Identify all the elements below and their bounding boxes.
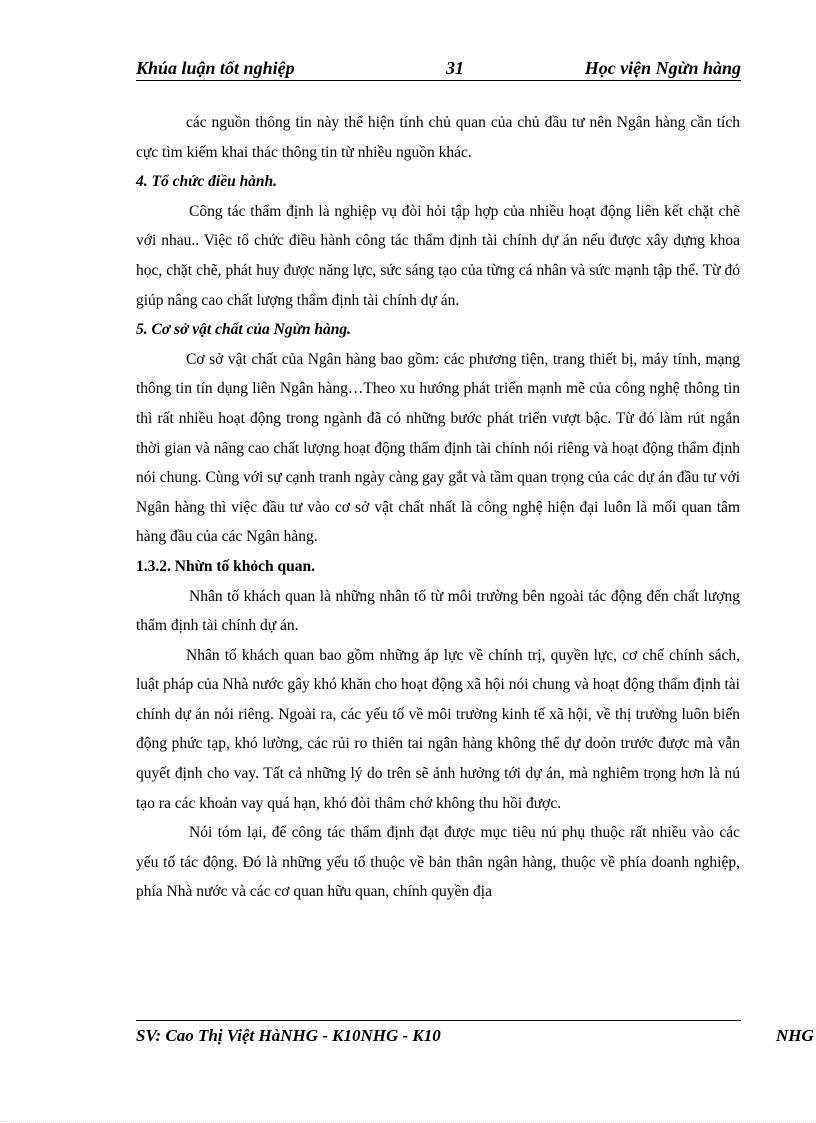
footer-divider — [136, 1020, 741, 1021]
subsection-heading: 1.3.2. Nhừn tố khỏch quan. — [136, 557, 315, 575]
paragraph: các nguồn thông tin này thể hiện tính chủ quan của chủ đầu tư nên Ngân hàng cần tích cực tìm kiếm khai thác thông tin từ nhiều nguồn khác. — [136, 114, 740, 161]
footer-class-code: NHG — [776, 1026, 814, 1045]
page-boundary — [0, 1121, 816, 1122]
paragraph: Công tác thẩm định là nghiệp vụ đòi hỏi tập hợp của nhiều hoạt động liên kết chặt chẽ với nhau.. Việc tổ chức điều hành công tác thẩm định tài chính dự án nếu được xây dựng khoa học, chặt chẽ, phát huy được năng lực, sức sáng tạo của từng cá nhân và sức mạnh tập thể. Từ đó giúp nâng cao chất lượng thẩm định tài chính dự án. — [136, 202, 740, 309]
paragraph: Nhân tố khách quan là những nhân tố từ môi trường bên ngoài tác động đến chất lượng thẩm định tài chính dự án. — [136, 587, 740, 635]
header-thesis-title: Khúa luận tốt nghiệp — [136, 58, 295, 78]
section-heading: 5. Cơ sở vật chất của Ngừn hàng. — [136, 321, 351, 339]
paragraph: Nhân tố khách quan bao gồm những áp lực về chính trị, quyền lực, cơ chế chính sách, luật pháp của Nhà nước gây khó khăn cho hoạt động xã hội nói chung và hoạt động thẩm định tài chính dự án nói riêng. Ngoài ra, các yếu tố về môi trường kinh tế xã hội, về thị trường luôn biến động phức tạp, khó lường, các rủi ro thiên tai ngân hàng không thể dự doỏn trước được mà vẫn quyết định cho vay. Tất cả những lý do trên sẽ ảnh hưởng tới dự án, mà nghiêm trọng hơn là nú tạo ra các khoản vay quá hạn, khó đòi thâm chớ không thu hồi được. — [136, 646, 740, 812]
document-body — [136, 108, 740, 907]
page-header — [136, 56, 741, 81]
page-number: 31 — [446, 58, 464, 78]
section-heading: 4. Tổ chức điều hành. — [136, 173, 278, 191]
paragraph: Nói tóm lại, để công tác thẩm định đạt được mục tiêu nú phụ thuộc rất nhiều vào các yếu tố tác động. Đó là những yếu tố thuộc về bản thân ngân hàng, thuộc về phía doanh nghiệp, phía Nhà nước và các cơ quan hữu quan, chính quyền địa — [136, 824, 740, 901]
footer-student: SV: Cao Thị Việt HàNHG - K10NHG - K10 — [136, 1026, 441, 1045]
paragraph: Cơ sở vật chất của Ngân hàng bao gồm: các phương tiện, trang thiết bị, máy tính, mạng thông tin tín dụng liên Ngân hàng…Theo xu hướng phát triển mạnh mẽ của công nghệ thông tin thì rất nhiều hoạt động trong ngành đã có những bước phát triển vượt bậc. Từ đó làm rút ngắn thời gian và nâng cao chất lượng hoạt động thẩm định tài chính nói riêng và hoạt động thẩm định nói chung. Cùng với sự cạnh tranh ngày càng gay gắt và tầm quan trọng của các dự án đầu tư với Ngân hàng thì việc đầu tư vào cơ sở vật chất nhất là công nghệ hiện đại luôn là mối quan tâm hàng đầu của các Ngân hàng. — [136, 350, 740, 546]
header-institution: Học viện Ngừn hàng — [584, 58, 741, 78]
